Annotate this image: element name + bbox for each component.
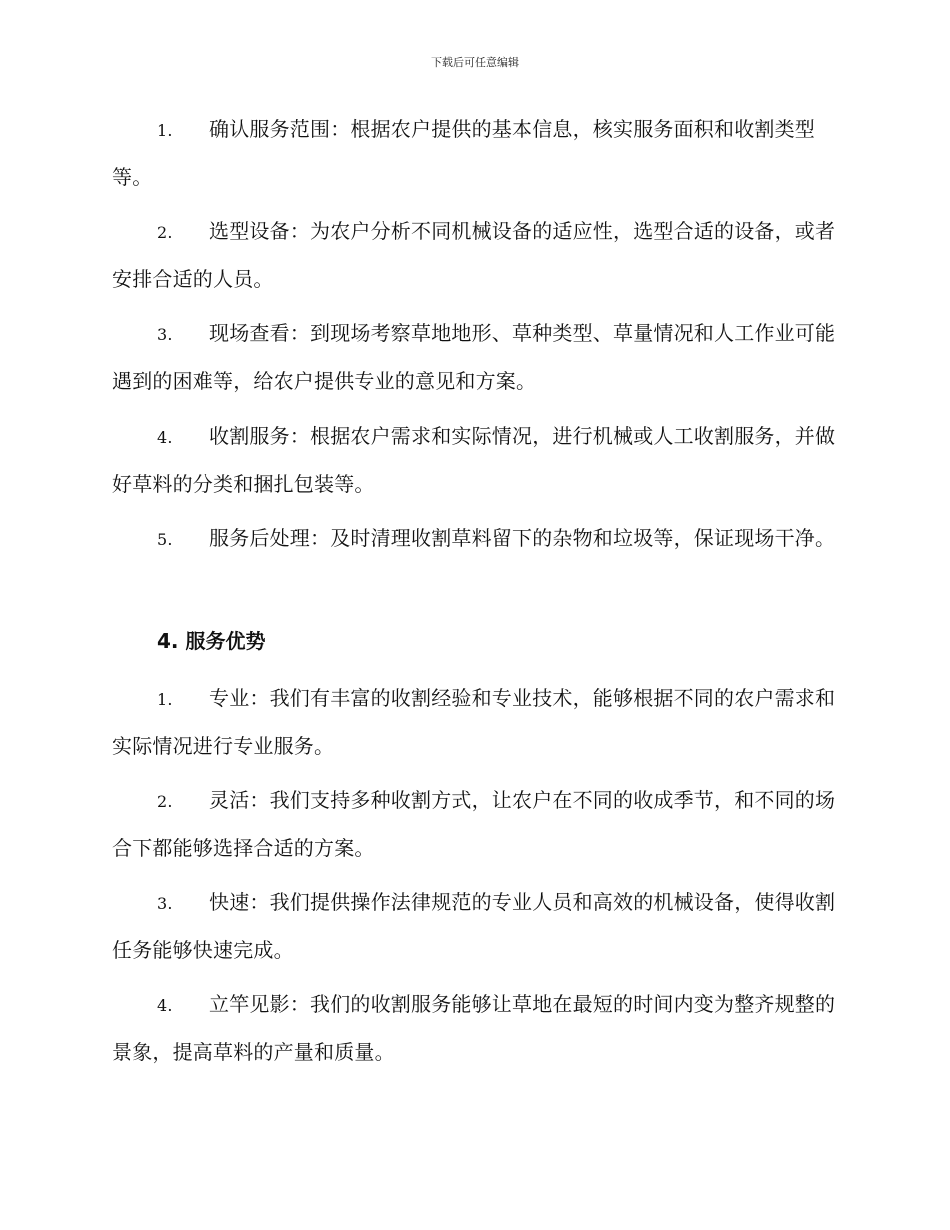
list-text: 立竿见影：我们的收割服务能够让草地在最短的时间内变为整齐规整的景象，提高草料的产量和质量。: [112, 992, 836, 1064]
list-item: [112, 675, 837, 769]
list-text: 灵活：我们支持多种收割方式，让农户在不同的收成季节，和不同的场合下都能够选择合适的方案。: [112, 788, 836, 860]
list-item: [112, 310, 837, 404]
list-text: 服务后处理：及时清理收割草料留下的杂物和垃圾等，保证现场干净。: [209, 526, 836, 550]
list-text: 专业：我们有丰富的收割经验和专业技术，能够根据不同的农户需求和实际情况进行专业服务。: [112, 686, 836, 758]
list-text: 确认服务范围：根据农户提供的基本信息，核实服务面积和收割类型等。: [112, 117, 815, 189]
list-item: [112, 777, 837, 871]
list-number: 4.: [157, 428, 173, 447]
list-text: 快速：我们提供操作法律规范的专业人员和高效的机械设备，使得收割任务能够快速完成。: [112, 890, 836, 962]
page-header: 下载后可任意编辑: [431, 56, 519, 69]
list-text: 现场查看：到现场考察草地地形、草种类型、草量情况和人工作业可能遇到的困难等，给农户提供专业的意见和方案。: [112, 321, 836, 393]
list-number: 3.: [157, 325, 173, 344]
list-item: [112, 208, 837, 302]
list-text: 收割服务：根据农户需求和实际情况，进行机械或人工收割服务，并做好草料的分类和捆扎包装等。: [112, 424, 836, 496]
list-number: 5.: [157, 530, 173, 549]
list-item: [112, 413, 837, 507]
list-text: 选型设备：为农户分析不同机械设备的适应性，选型合适的设备，或者安排合适的人员。: [112, 219, 836, 291]
list-item: [112, 515, 837, 563]
list-number: 1.: [157, 121, 173, 140]
list-item: [112, 879, 837, 973]
list-number: 3.: [157, 894, 173, 913]
list-number: 2.: [157, 792, 173, 811]
list-item: [112, 981, 837, 1075]
list-number: 1.: [157, 690, 173, 709]
list-number: 2.: [157, 223, 173, 242]
section-heading: 4. 服务优势: [157, 629, 266, 653]
list-number: 4.: [157, 996, 173, 1015]
list-item: [112, 106, 837, 200]
